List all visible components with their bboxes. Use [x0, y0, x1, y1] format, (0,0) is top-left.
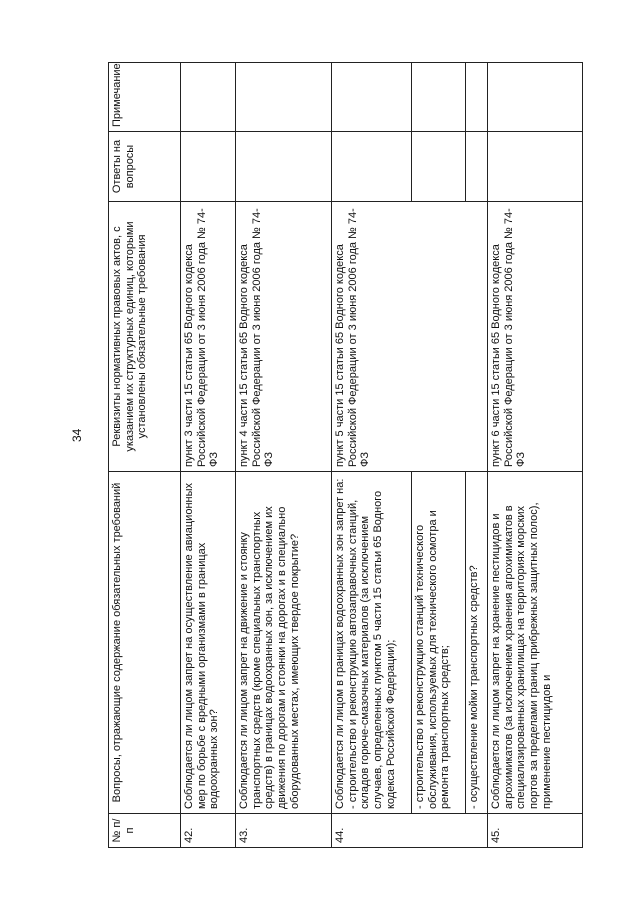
row-number: 42.: [181, 814, 236, 848]
row-question: Соблюдается ли лицом запрет на движение и стоянку транспортных средств (кроме специальных транспортных средств) в границах водоохранных зон, за исключением их движения по дорогам и стоянки на дорогах и в специально оборудованных местах, имеющих твердое покрытие?: [236, 472, 332, 814]
row-answer-cell: [236, 132, 332, 202]
row-note-cell: [488, 63, 583, 132]
table-row-43: [236, 63, 332, 848]
row-note-cell: [236, 63, 332, 132]
row-requisites: пункт 3 части 15 статьи 65 Водного кодекса Российской Федерации от 3 июня 2006 года № 74-ФЗ: [181, 202, 236, 472]
row-requisites: пункт 5 части 15 статьи 65 Водного кодекса Российской Федерации от 3 июня 2006 года № 74-ФЗ: [332, 202, 488, 472]
row-note-cell: [181, 63, 236, 132]
header-requisites: Реквизиты нормативных правовых актов, с указанием их структурных единиц, которыми установлены обязательные требования: [109, 202, 181, 472]
row-answer-cell: [488, 132, 583, 202]
row-question: Соблюдается ли лицом в границах водоохранных зон запрет на: - строительство и реконструкцию автозаправочных станций, складов горюче-смазочных материалов (за исключением случаев, определенных пунктом 5 части 15 статьи 65 Водного кодекса Российской Федерации);: [332, 472, 412, 814]
row-requisites: пункт 4 части 15 статьи 65 Водного кодекса Российской Федерации от 3 июня 2006 года № 74-ФЗ: [236, 202, 332, 472]
table-row-45: [488, 63, 583, 848]
header-num: № п/п: [109, 814, 181, 848]
requirements-table: [108, 62, 583, 848]
row-note-cell: [332, 63, 412, 132]
row-number: 45.: [488, 814, 583, 848]
page-number: 34: [70, 428, 84, 442]
row-answer-cell: [332, 132, 412, 202]
row-question: Соблюдается ли лицом запрет на хранение пестицидов и агрохимикатов (за исключением хранения агрохимикатов в специализированных хранилищах на территориях морских портов за пределами границ прибрежных защитных полос), применение пестицидов и: [488, 472, 583, 814]
row-note-cell: [466, 63, 488, 132]
row-number: 44.: [332, 814, 488, 848]
row-requisites: пункт 6 части 15 статьи 65 Водного кодекса Российской Федерации от 3 июня 2006 года № 74-ФЗ: [488, 202, 583, 472]
header-question: Вопросы, отражающие содержание обязательных требований: [109, 472, 181, 814]
row-answer-cell: [181, 132, 236, 202]
row-number: 43.: [236, 814, 332, 848]
row-question: Соблюдается ли лицом запрет на осуществление авиационных мер по борьбе с вредными организмами в границах водоохранных зон?: [181, 472, 236, 814]
table-header-row: [109, 63, 181, 848]
table-row-44: [332, 63, 412, 848]
row-answer-cell: [466, 132, 488, 202]
header-answers: Ответы на вопросы: [109, 132, 181, 202]
row-question-sub: - строительство и реконструкцию станций технического обслуживания, используемых для технического осмотра и ремонта транспортных средств;: [412, 472, 466, 814]
rotated-table-container: [108, 63, 582, 848]
row-answer-cell: [412, 132, 466, 202]
table-row-42: [181, 63, 236, 848]
header-notes: Примечание: [109, 63, 181, 132]
row-note-cell: [412, 63, 466, 132]
row-question-sub: - осуществление мойки транспортных средств?: [466, 472, 488, 814]
